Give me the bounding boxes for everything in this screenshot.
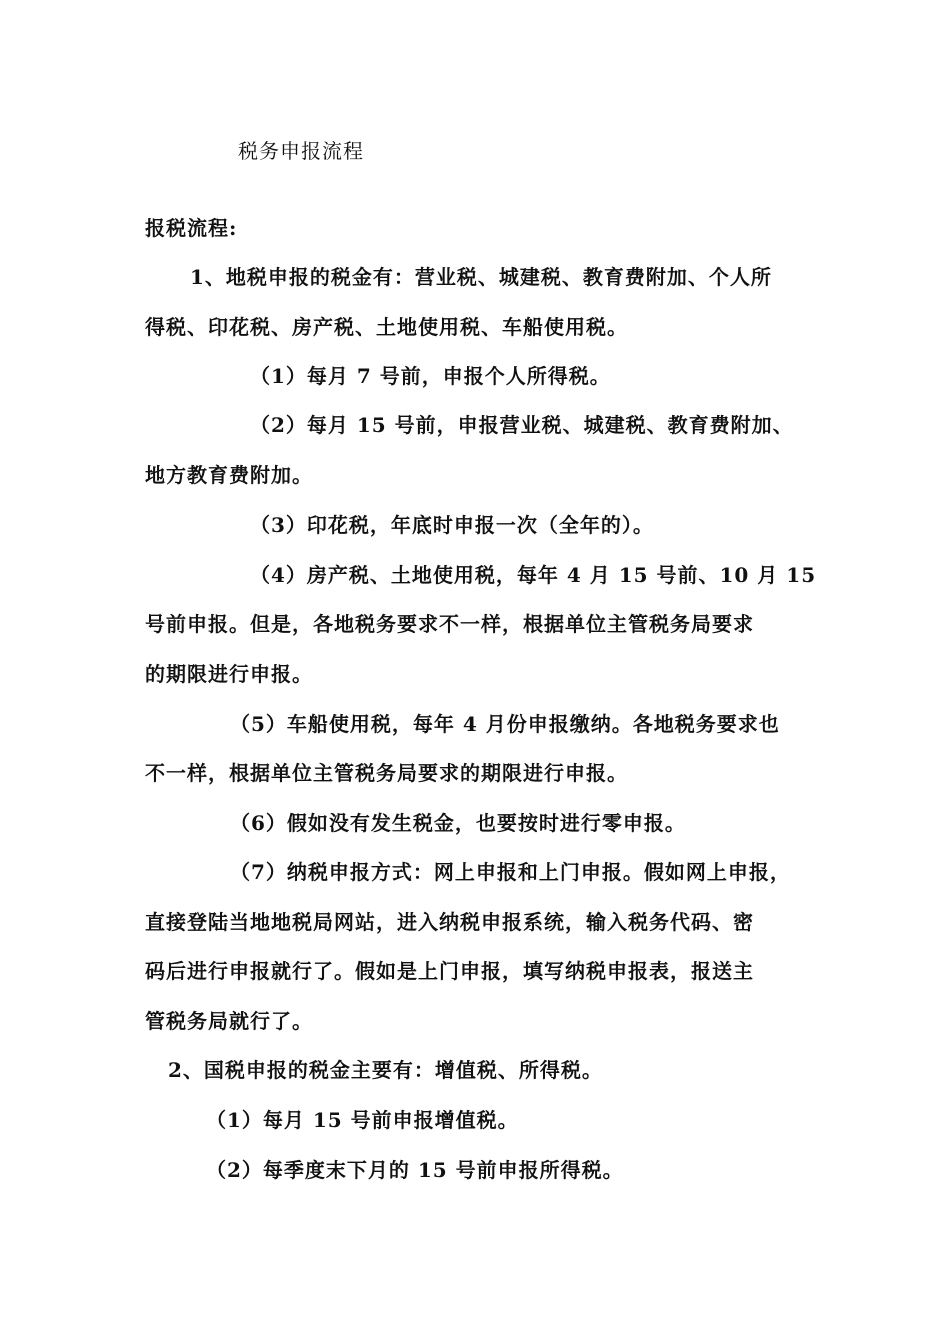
- paragraph-line: 管税务局就行了。: [145, 1009, 313, 1033]
- paragraph-line: 不一样，根据单位主管税务局要求的期限进行申报。: [145, 761, 628, 785]
- paragraph-line: 码后进行申报就行了。假如是上门申报，填写纳税申报表，报送主: [145, 959, 754, 983]
- paragraph-line: （4）房产税、土地使用税，每年 4 月 15 号前、10 月 15: [250, 563, 817, 587]
- paragraph-line: 得税、印花税、房产税、土地使用税、车船使用税。: [145, 315, 628, 339]
- document-title: 税务申报流程: [238, 139, 364, 163]
- paragraph-line: （5）车船使用税，每年 4 月份申报缴纳。各地税务要求也: [230, 712, 780, 736]
- paragraph-line: （1）每月 15 号前申报增值税。: [206, 1108, 519, 1132]
- paragraph-line: （6）假如没有发生税金，也要按时进行零申报。: [230, 811, 686, 835]
- paragraph-line: 的期限进行申报。: [145, 662, 313, 686]
- paragraph-line: 2、国税申报的税金主要有：增值税、所得税。: [168, 1058, 603, 1082]
- paragraph-line: （3）印花税，年底时申报一次（全年的）。: [250, 513, 654, 537]
- paragraph-line: 1、地税申报的税金有：营业税、城建税、教育费附加、个人所: [190, 265, 772, 289]
- paragraph-line: （7）纳税申报方式：网上申报和上门申报。假如网上申报，: [230, 860, 791, 884]
- paragraph-line: （2）每季度末下月的 15 号前申报所得税。: [206, 1158, 624, 1182]
- paragraph-line: 号前申报。但是，各地税务要求不一样，根据单位主管税务局要求: [145, 612, 754, 636]
- section-heading: 报税流程:: [145, 216, 238, 240]
- paragraph-line: 直接登陆当地地税局网站，进入纳税申报系统，输入税务代码、密: [145, 910, 754, 934]
- paragraph-line: （2）每月 15 号前，申报营业税、城建税、教育费附加、: [250, 413, 794, 437]
- paragraph-line: （1）每月 7 号前，申报个人所得税。: [250, 364, 611, 388]
- paragraph-line: 地方教育费附加。: [145, 463, 313, 487]
